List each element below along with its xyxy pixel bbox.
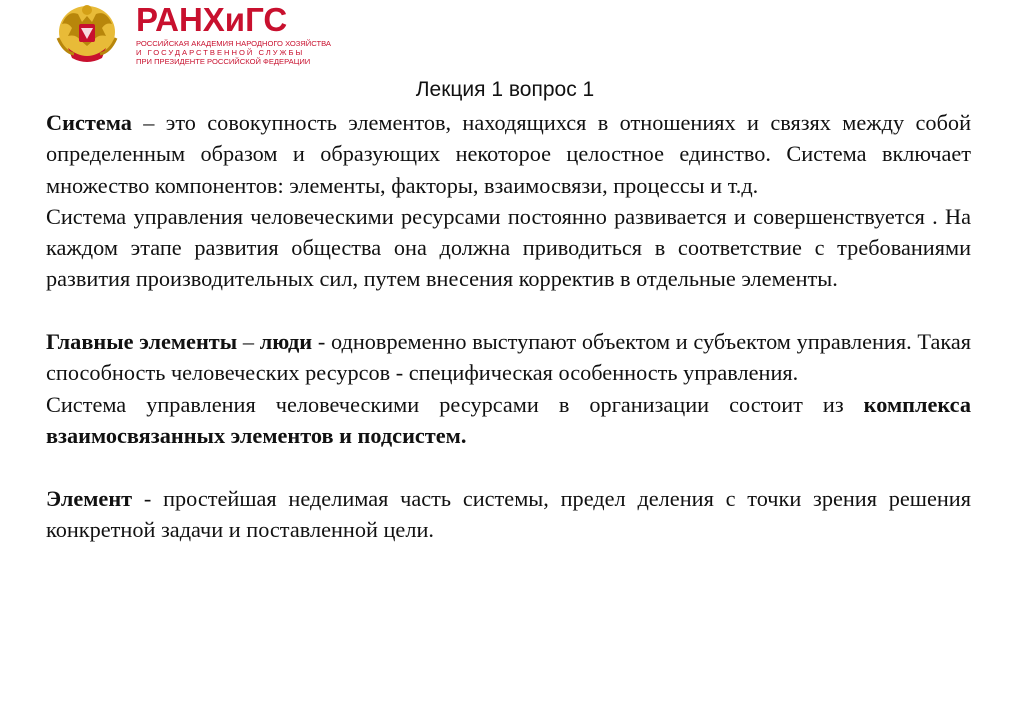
hr-system-text: Система управления человеческими ресурсами постоянно развивается и совершенствуется . На каждом этапе развития общества она должна приводиться в соответствие с требованиями развития производительных сил, путем внесения корректив в отдельные элементы.: [46, 203, 971, 292]
paragraph-hr-system: [46, 201, 971, 295]
hr-composition-text: Система управления человеческими ресурсами в организации состоит из: [46, 391, 864, 417]
ranepa-logo: [54, 0, 331, 70]
paragraph-main-elements: [46, 326, 971, 389]
double-headed-eagle-emblem-icon: [54, 2, 120, 66]
lecture-content: [46, 107, 971, 545]
lecture-title: [0, 75, 1024, 105]
term-element: Элемент: [46, 485, 133, 511]
logo-subtitle-line2: И ГОСУДАРСТВЕННОЙ СЛУЖБЫ: [136, 48, 305, 57]
lecture-title-text: Лекция 1 вопрос 1: [415, 78, 595, 101]
dash: –: [237, 329, 260, 355]
term-system: Система: [46, 110, 132, 135]
logo-subtitle-line3: ПРИ ПРЕЗИДЕНТЕ РОССИЙСКОЙ ФЕДЕРАЦИИ: [136, 57, 311, 66]
main-elements-text: - одновременно выступают объектом и субъектом управления. Такая способность человеческих ресурсов - специфическая особенность управления.: [46, 329, 972, 386]
term-people: люди: [259, 329, 313, 355]
paragraph-spacer: [46, 451, 971, 482]
logo-subtitle-line1: РОССИЙСКАЯ АКАДЕМИЯ НАРОДНОГО ХОЗЯЙСТВА: [136, 39, 331, 48]
logo-name: РАНХиГС: [136, 1, 288, 38]
element-definition-text: - простейшая неделимая часть системы, предел деления с точки зрения решения конкретной задачи и поставленной цели.: [46, 485, 971, 542]
paragraph-system-definition: [46, 107, 971, 201]
paragraph-hr-composition: [46, 389, 971, 452]
system-definition-text: – это совокупность элементов, находящихся в отношениях и связях между собой определенным образом и образующих некоторое целостное единство. Система включает множество компонентов: элементы, факторы, взаимосвязи, процессы и т.д.: [46, 110, 971, 198]
term-complex-subsystems: комплекса взаимосвязанных элементов и подсистем.: [46, 391, 971, 448]
term-main-elements: Главные элементы: [46, 329, 238, 355]
paragraph-spacer: [46, 295, 971, 326]
paragraph-element-definition: [46, 483, 971, 546]
